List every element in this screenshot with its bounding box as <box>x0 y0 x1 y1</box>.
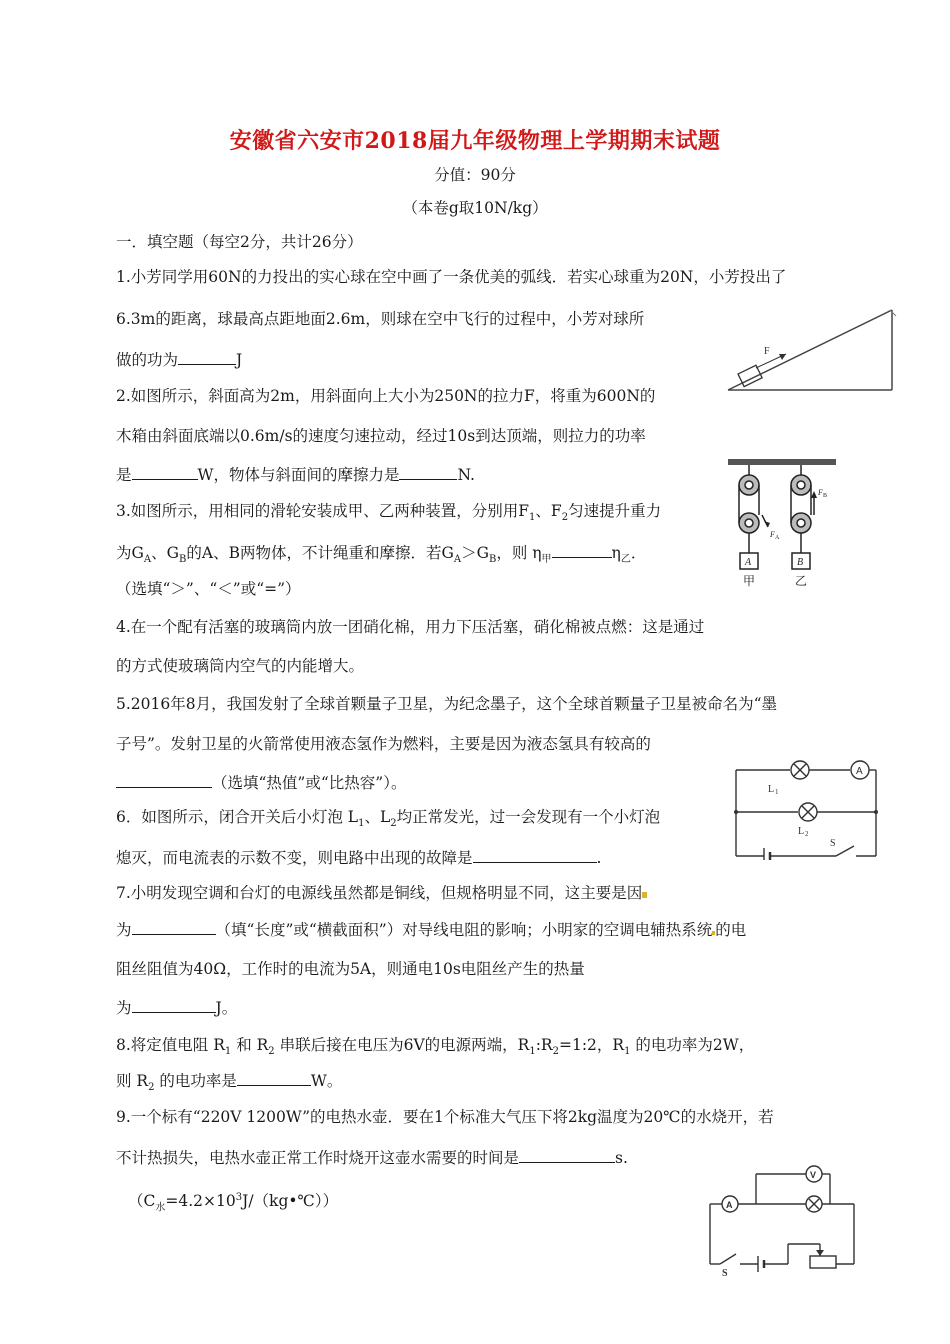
subscript: B <box>179 554 187 566</box>
page-title: 安徽省六安市2018届九年级物理上学期期末试题 <box>229 128 721 154</box>
answer-blank[interactable] <box>178 348 236 365</box>
voltmeter-label: V <box>810 1170 817 1180</box>
q9-text: （C <box>128 1192 156 1211</box>
q2-text: 是 <box>116 466 132 484</box>
force-label-sub: B <box>823 493 828 499</box>
g-note: （本卷g取10N/kg） <box>402 199 548 217</box>
q7-text: 的电 <box>715 921 747 939</box>
q6-text: 熄灭，而电流表的示数不变，则电路中出现的故障是 <box>116 849 473 867</box>
q7-text: 7.小明发现空调和台灯的电源线虽然都是铜线，但规格明显不同，这主要是因 <box>116 884 643 902</box>
subscript: 1 <box>529 512 536 524</box>
subscript: 2 <box>268 1046 275 1058</box>
circuit-figure-2 <box>700 1160 860 1280</box>
q2-line2: 木箱由斜面底端以0.6m/s的速度匀速拉动，经过10s到达顶端，则拉力的功率 <box>116 427 646 445</box>
q3-text: 的A、B两物体，不计绳重和摩擦．若G <box>186 544 454 562</box>
answer-blank[interactable] <box>132 996 216 1013</box>
q5-line3 <box>116 771 406 794</box>
subscript: 2 <box>148 1082 155 1094</box>
q6-text: 、L <box>364 808 391 826</box>
q8-text: =1:2，R <box>558 1036 625 1054</box>
pulley-figure <box>724 455 842 593</box>
q3-text: 3.如图所示，用相同的滑轮安装成甲、乙两种装置，分别用F <box>116 502 530 520</box>
q5-text: （选填“热值”或“比热容”）。 <box>212 774 407 792</box>
answer-blank[interactable] <box>116 771 212 788</box>
subscript: 甲 <box>541 554 552 566</box>
q2-text2: W，物体与斜面间的摩擦力是 <box>197 466 400 484</box>
q3-text: 匀速提升重力 <box>568 502 662 520</box>
q9-line3 <box>128 1187 338 1219</box>
subscript: 2 <box>561 512 569 524</box>
lamp-l2-label: L <box>798 826 805 837</box>
setup-yi-label: 乙 <box>795 574 808 588</box>
q7-line2 <box>116 918 746 941</box>
q8-text: 的电功率为2W， <box>630 1036 755 1054</box>
incline-force-label: F <box>764 346 770 357</box>
answer-blank[interactable] <box>552 541 612 558</box>
q1-line1: 1.小芳同学用60N的力投出的实心球在空中画了一条优美的弧线．若实心球重为20N，小芳投出了 <box>116 268 787 286</box>
force-label-f: F <box>818 488 823 497</box>
q9-text: J/（kg•℃）） <box>242 1192 339 1211</box>
q3-line3: （选填“＞”、“＜”或“=”） <box>116 580 301 598</box>
q7-text: 为 <box>116 921 132 939</box>
subscript: 1 <box>224 1046 232 1058</box>
q7-line1 <box>116 882 647 904</box>
answer-blank[interactable] <box>519 1146 615 1163</box>
q1-line2: 6.3m的距离，球最高点距地面2.6m，则球在空中飞行的过程中，小芳对球所 <box>116 310 645 328</box>
q3-text: 、F <box>535 502 562 520</box>
switch-label: S <box>722 1268 728 1279</box>
circuit-figure-1 <box>732 758 882 860</box>
lamp-l1-label: L <box>768 784 775 795</box>
subscript: 1 <box>529 1046 536 1058</box>
subscript: 2 <box>552 1046 559 1058</box>
q8-text: :R <box>535 1036 553 1054</box>
block-a-label: A <box>745 557 752 568</box>
q3-text: ＞G <box>461 544 489 562</box>
subscript: 1 <box>358 818 365 830</box>
subscript: A <box>143 554 152 566</box>
q2-line3 <box>116 463 475 486</box>
q1-unit: J <box>236 351 243 369</box>
ammeter-label: A <box>856 766 863 777</box>
q9-line1: 9.一个标有“220V 1200W”的电热水壶．要在1个标准大气压下将2kg温度为20℃的水烧开，若 <box>116 1108 774 1126</box>
score-line: 分值：90分 <box>434 166 516 184</box>
lamp-l1-sub: 1 <box>775 788 779 796</box>
subscript: 乙 <box>620 554 631 566</box>
q3-line1 <box>116 500 661 529</box>
superscript: 3 <box>235 1192 243 1203</box>
q5-line1: 5.2016年8月，我国发射了全球首颗量子卫星，为纪念墨子，这个全球首颗量子卫星被命名为“墨 <box>116 695 778 713</box>
subscript: 1 <box>624 1046 631 1058</box>
subscript: A <box>453 554 462 566</box>
q3-text: 为G <box>116 544 144 562</box>
q7-text: （填“长度”或“横截面积”）对导线电阻的影响；小明家的空调电辅热系统 <box>215 921 713 939</box>
q4-line1: 4.在一个配有活塞的玻璃筒内放一团硝化棉，用力下压活塞，硝化棉被点燃：这是通过 <box>116 618 705 636</box>
q5-line2: 子号”。发射卫星的火箭常使用液态氢作为燃料，主要是因为液态氢具有较高的 <box>116 735 651 753</box>
q3-text: η <box>611 544 621 562</box>
subscript: B <box>488 554 497 566</box>
incline-figure <box>714 306 900 402</box>
q6-line2 <box>116 846 601 869</box>
answer-blank[interactable] <box>473 846 597 863</box>
q6-text: 6．如图所示，闭合开关后小灯泡 L <box>116 808 359 826</box>
q7-text: 为 <box>116 999 132 1017</box>
switch-label: S <box>830 838 836 849</box>
section-heading: 一．填空题（每空2分，共计26分） <box>116 233 363 251</box>
q2-line1: 2.如图所示，斜面高为2m，用斜面向上大小为250N的拉力F，将重为600N的 <box>116 387 656 405</box>
q1-line3 <box>116 348 242 371</box>
q8-text: 串联后接在电压为6V的电源两端，R <box>274 1036 530 1054</box>
q9-text: 不计热损失，电热水壶正常工作时烧开这壶水需要的时间是 <box>116 1149 520 1167</box>
q1-text: 做的功为 <box>116 351 179 369</box>
mark-dot <box>642 892 647 898</box>
q9-line2 <box>116 1146 628 1169</box>
q9-text: s. <box>615 1149 628 1167</box>
subscript: 2 <box>390 818 397 830</box>
q9-text: =4.2×10 <box>165 1192 236 1211</box>
force-label-f: F <box>770 530 775 539</box>
answer-blank[interactable] <box>399 463 457 480</box>
force-label-sub: A <box>775 535 780 541</box>
q7-text: J。 <box>215 999 238 1017</box>
q8-line2 <box>116 1069 342 1099</box>
answer-blank[interactable] <box>132 918 216 935</box>
q8-text: W。 <box>310 1072 343 1090</box>
q7-line3: 阻丝阻值为40Ω，工作时的电流为5A，则通电10s电阻丝产生的热量 <box>116 960 585 978</box>
q6-text: . <box>596 849 602 867</box>
q7-line4 <box>116 996 237 1019</box>
q8-line1 <box>116 1034 754 1063</box>
q8-text: 和 R <box>231 1036 269 1054</box>
lamp-l2-sub: 2 <box>805 830 809 838</box>
q8-text: 的电功率是 <box>154 1072 237 1090</box>
q2-unit: N. <box>457 466 475 484</box>
q6-line1 <box>116 806 660 835</box>
q3-text: ，则 η <box>496 544 542 562</box>
q3-text: 、G <box>151 544 180 562</box>
answer-blank[interactable] <box>237 1069 311 1086</box>
block-b-label: B <box>797 557 804 568</box>
q4-line2: 的方式使玻璃筒内空气的内能增大。 <box>116 657 365 675</box>
ammeter-label: A <box>726 1200 733 1210</box>
q6-text: 均正常发光，过一会发现有一个小灯泡 <box>396 808 661 826</box>
subscript: 水 <box>155 1202 166 1214</box>
q3-line2 <box>116 541 646 571</box>
q3-text: ． <box>630 544 647 562</box>
answer-blank[interactable] <box>132 463 198 480</box>
q8-text: 8.将定值电阻 R <box>116 1036 225 1054</box>
setup-jia-label: 甲 <box>743 574 756 588</box>
q8-text: 则 R <box>116 1072 149 1090</box>
